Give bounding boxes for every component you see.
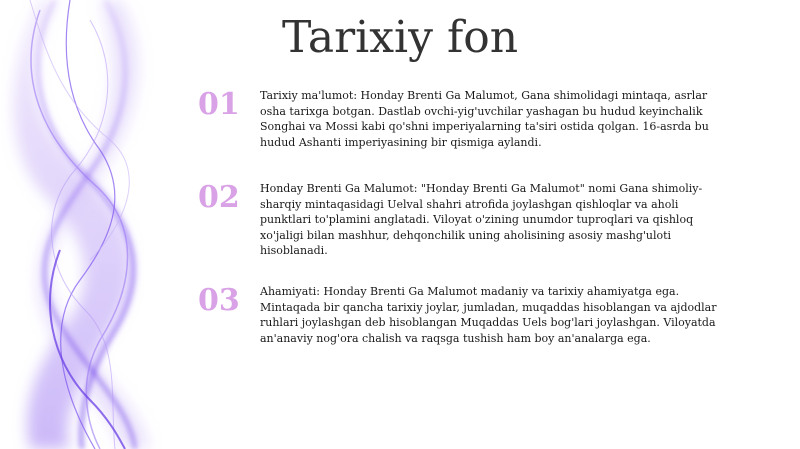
item-number: 03 <box>198 283 240 318</box>
item-text: Honday Brenti Ga Malumot: "Honday Brenti Ga Malumot" nomi Gana shimoliy-sharqiy mintaqasidagi Uelval shahri atrofida joylashgan qishloqlar va aholi punktlari to'plamini anglatadi. Viloyat o'zining unumdor tuproqlari va qishloq xo'jaligi bilan mashhur, dehqonchilik uning aholisining asosiy mashg'uloti hisoblanadi. <box>260 182 703 257</box>
item-text: Tarixiy ma'lumot: Honday Brenti Ga Malumot, Gana shimolidagi mintaqa, asrlar osha tarixga botgan. Dastlab ovchi-yig'uvchilar yashagan bu hudud keyinchalik Songhai va Mossi kabi qo'shni imperiyalarning ta'siri ostida qolgan. 16-asrda bu hudud Ashanti imperiyasining bir qismiga aylandi. <box>260 89 709 149</box>
item-number: 01 <box>198 87 240 122</box>
item-number: 02 <box>198 180 240 215</box>
item-text: Ahamiyati: Honday Brenti Ga Malumot madaniy va tarixiy ahamiyatga ega. Mintaqada bir qancha tarixiy joylar, jumladan, muqaddas hisoblangan va ajdodlar ruhlari joylashgan deb hisoblangan Muqaddas Uels bog'lari joylashgan. Viloyatda an'anaviy nog'ora chalish va raqsga tushish ham boy an'analarga ega. <box>260 285 717 345</box>
slide-title: Tarixiy fon <box>281 12 519 63</box>
purple-smoke-swirl-decoration <box>0 0 200 449</box>
